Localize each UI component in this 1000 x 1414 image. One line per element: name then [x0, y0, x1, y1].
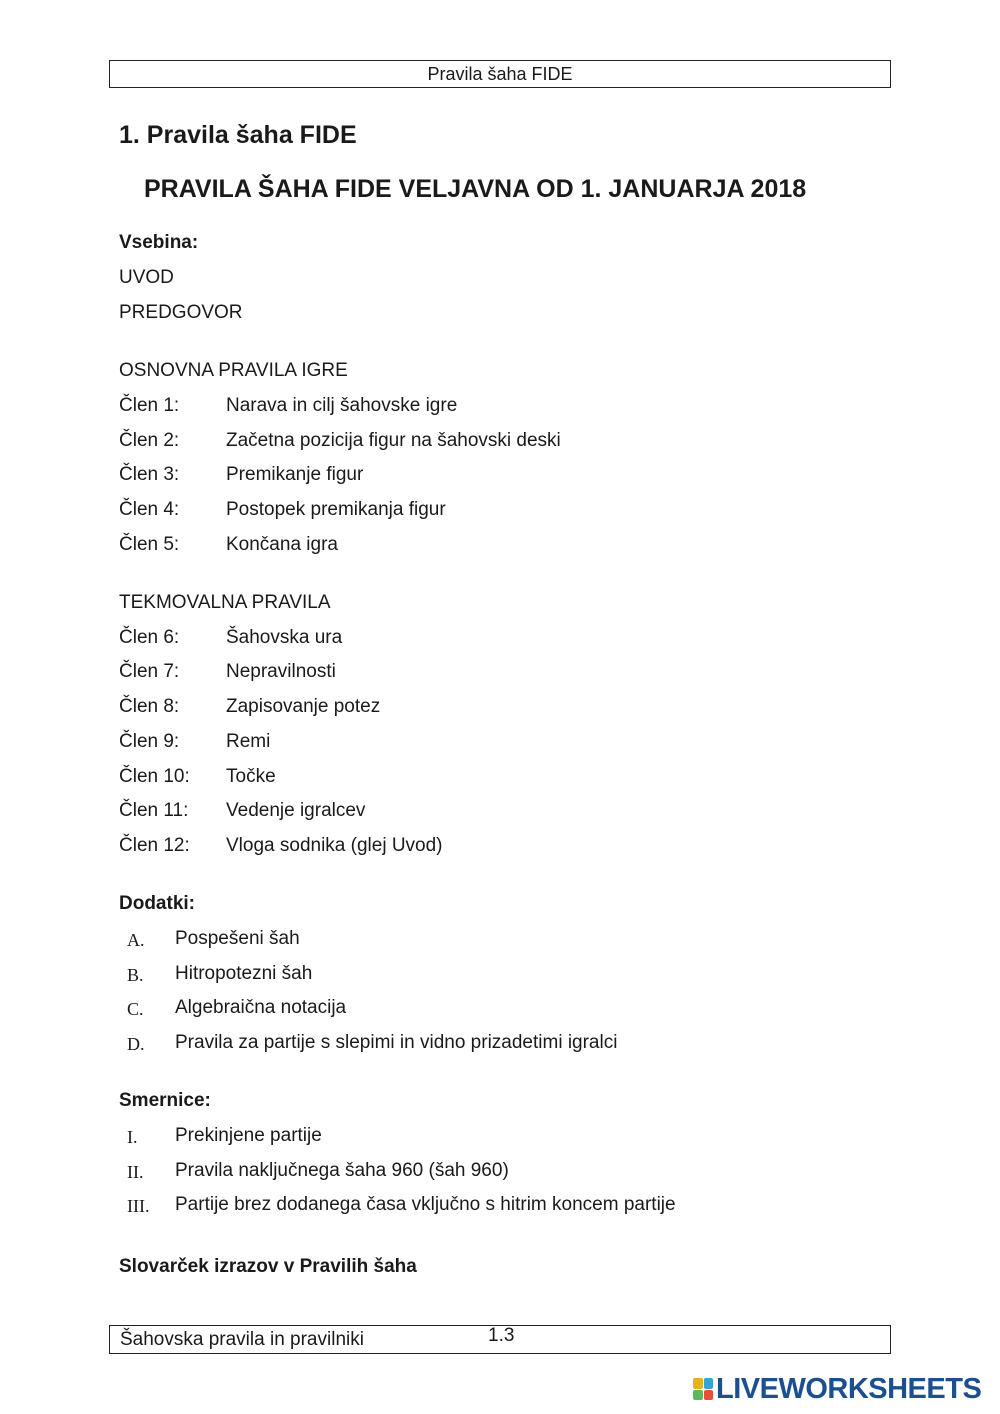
liveworksheets-logo[interactable]: [693, 1375, 981, 1403]
toc-item-predgovor: PREDGOVOR: [119, 302, 243, 323]
competition-rules-title: TEKMOVALNA PRAVILA: [119, 592, 331, 613]
article-title: Vedenje igralcev: [226, 800, 366, 821]
article-title: Premikanje figur: [226, 464, 364, 485]
article-label: Člen 1:: [119, 395, 180, 416]
article-title: Točke: [226, 766, 276, 787]
footer-text: Šahovska pravila in pravilniki: [120, 1329, 364, 1350]
article-title: Vloga sodnika (glej Uvod): [226, 835, 443, 856]
article-label: Člen 9:: [119, 731, 180, 752]
article-title: Remi: [226, 731, 271, 752]
list-marker: A.: [127, 930, 145, 950]
page-header: [109, 60, 891, 88]
article-title: Narava in cilj šahovske igre: [226, 395, 458, 416]
article-label: Člen 11:: [119, 800, 189, 821]
list-item: Pospešeni šah: [175, 928, 300, 949]
glossary-title: Slovarček izrazov v Pravilih šaha: [119, 1256, 417, 1277]
list-marker: B.: [127, 965, 144, 985]
article-label: Člen 8:: [119, 696, 180, 717]
article-label: Člen 7:: [119, 661, 180, 682]
list-item: Partije brez dodanega časa vključno s hitrim koncem partije: [175, 1194, 676, 1215]
list-marker: II.: [127, 1162, 144, 1182]
list-item: Prekinjene partije: [175, 1125, 322, 1146]
logo-text: LIVEWORKSHEETS: [716, 1373, 982, 1405]
list-marker: I.: [127, 1127, 138, 1147]
article-label: Člen 2:: [119, 430, 180, 451]
article-title: Postopek premikanja figur: [226, 499, 446, 520]
list-item: Algebraična notacija: [175, 997, 347, 1018]
toc-item-uvod: UVOD: [119, 267, 174, 288]
article-label: Člen 4:: [119, 499, 180, 520]
list-marker: C.: [127, 999, 144, 1019]
header-title: Pravila šaha FIDE: [427, 64, 573, 84]
article-title: Šahovska ura: [226, 627, 343, 648]
list-item: Pravila naključnega šaha 960 (šah 960): [175, 1160, 509, 1181]
list-marker: III.: [127, 1196, 150, 1216]
article-label: Člen 6:: [119, 627, 180, 648]
appendices-title: Dodatki:: [119, 893, 195, 914]
article-title: Začetna pozicija figur na šahovski deski: [226, 430, 561, 451]
document-title: PRAVILA ŠAHA FIDE VELJAVNA OD 1. JANUARJA 2018: [144, 175, 807, 203]
article-title: Zapisovanje potez: [226, 696, 381, 717]
article-title: Nepravilnosti: [226, 661, 336, 682]
article-label: Člen 10:: [119, 766, 190, 787]
list-marker: D.: [127, 1034, 145, 1054]
guidelines-title: Smernice:: [119, 1090, 211, 1111]
basic-rules-title: OSNOVNA PRAVILA IGRE: [119, 360, 348, 381]
contents-label: Vsebina:: [119, 232, 199, 253]
page-footer: [109, 1325, 891, 1354]
page-number: 1.3: [488, 1325, 515, 1346]
section-heading: 1. Pravila šaha FIDE: [119, 121, 357, 149]
article-label: Člen 5:: [119, 534, 180, 555]
liveworksheets-logo-icon: [693, 1378, 713, 1400]
list-item: Hitropotezni šah: [175, 963, 313, 984]
article-label: Člen 12:: [119, 835, 190, 856]
list-item: Pravila za partije s slepimi in vidno prizadetimi igralci: [175, 1032, 618, 1053]
article-title: Končana igra: [226, 534, 338, 555]
article-label: Člen 3:: [119, 464, 180, 485]
